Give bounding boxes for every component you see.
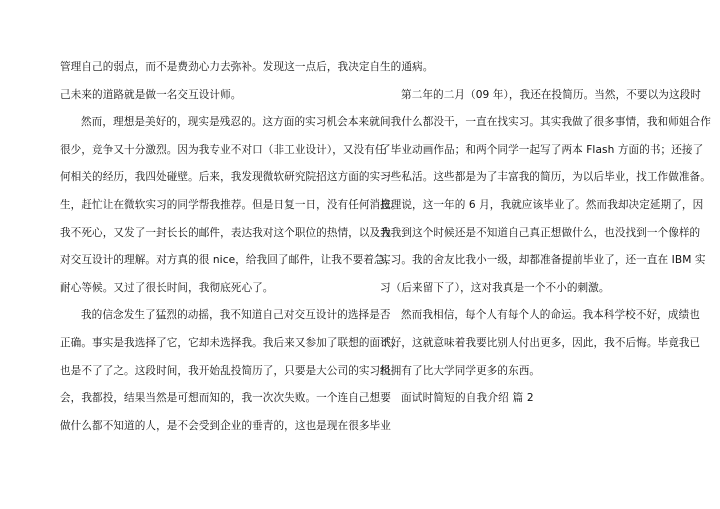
text-line: 很少，竞争又十分激烈。因为我专业不对口（非工业设计），又没有任 bbox=[60, 143, 386, 156]
text-line: 会，我都投，结果当然是可想而知的，我一次次失败。一个连自己想要 bbox=[60, 392, 391, 405]
left-text-column bbox=[60, 54, 402, 440]
text-line: 对交互设计的理解。对方真的很 nice，给我回了邮件，让我不要着急， bbox=[60, 254, 396, 267]
text-line: 经拥有了比大学同学更多的东西。 bbox=[380, 364, 541, 377]
text-line: 生，赶忙让在微软实习的同学帮我推荐。但是日复一日，没有任何消息。 bbox=[60, 198, 402, 211]
text-line: 不好，这就意味着我要比别人付出更多，因此，我不后悔。毕竟我已 bbox=[380, 336, 701, 349]
text-line: 一些私活。这些都是为了丰富我的简历，为以后毕业，找工作做准备。 bbox=[380, 171, 711, 184]
text-line: 正确。事实是我选择了它，它却未选择我。我后来又参加了联想的面试， bbox=[60, 336, 402, 349]
text-line: 耐心等候。又过了很长时间，我彻底死心了。 bbox=[60, 281, 274, 294]
text-line: 生的通病。 bbox=[380, 61, 434, 73]
text-line: 习（后来留下了），这对我真是一个不小的刺激。 bbox=[380, 281, 610, 294]
text-line: 按理说，这一年的 6 月，我就应该毕业了。然而我却决定延期了，因 bbox=[380, 198, 704, 211]
text-line: 己未来的道路就是做一名交互设计师。 bbox=[60, 88, 242, 101]
text-line: 做什么都不知道的人，是不会受到企业的垂青的，这也是现在很多毕业 bbox=[60, 419, 391, 432]
text-line: 何相关的经历，我四处碰壁。后来，我发现微软研究院招这方面的实习 bbox=[60, 171, 391, 184]
text-line: 实习。我的舍友比我小一级，却都准备提前毕业了，还一直在 IBM 实 bbox=[380, 254, 706, 267]
right-text-column bbox=[380, 54, 711, 413]
text-line: 我的信念发生了猛烈的动摇，我不知道自己对交互设计的选择是否 bbox=[81, 309, 391, 322]
text-line: 然而我相信，每个人有每个人的命运。我本科学校不好，成绩也 bbox=[401, 309, 700, 322]
text-line: 第二年的二月（09 年），我还在投简历。当然，不要以为这段时 bbox=[401, 88, 701, 101]
text-line: 间我什么都没干，一直在找实习。其实我做了很多事情，我和师姐合作 bbox=[380, 116, 711, 129]
text-line: 我不死心，又发了一封长长的邮件，表达我对这个职位的热情，以及我 bbox=[60, 226, 391, 239]
text-line: 了毕业动画作品；和两个同学一起写了两本 Flash 方面的书；还接了 bbox=[380, 143, 704, 156]
text-line: 也是不了了之。这段时间，我开始乱投简历了，只要是大公司的实习机 bbox=[60, 364, 391, 377]
text-line: 然而，理想是美好的，现实是残忍的。这方面的实习机会本来就 bbox=[81, 116, 380, 129]
text-line: 为我到这个时候还是不知道自己真正想做什么，也没找到一个像样的 bbox=[380, 226, 701, 239]
text-line: 管理自己的弱点，而不是费劲心力去弥补。发现这一点后，我决定自 bbox=[60, 61, 381, 73]
section-heading: 面试时简短的自我介绍 篇 2 bbox=[401, 392, 534, 405]
